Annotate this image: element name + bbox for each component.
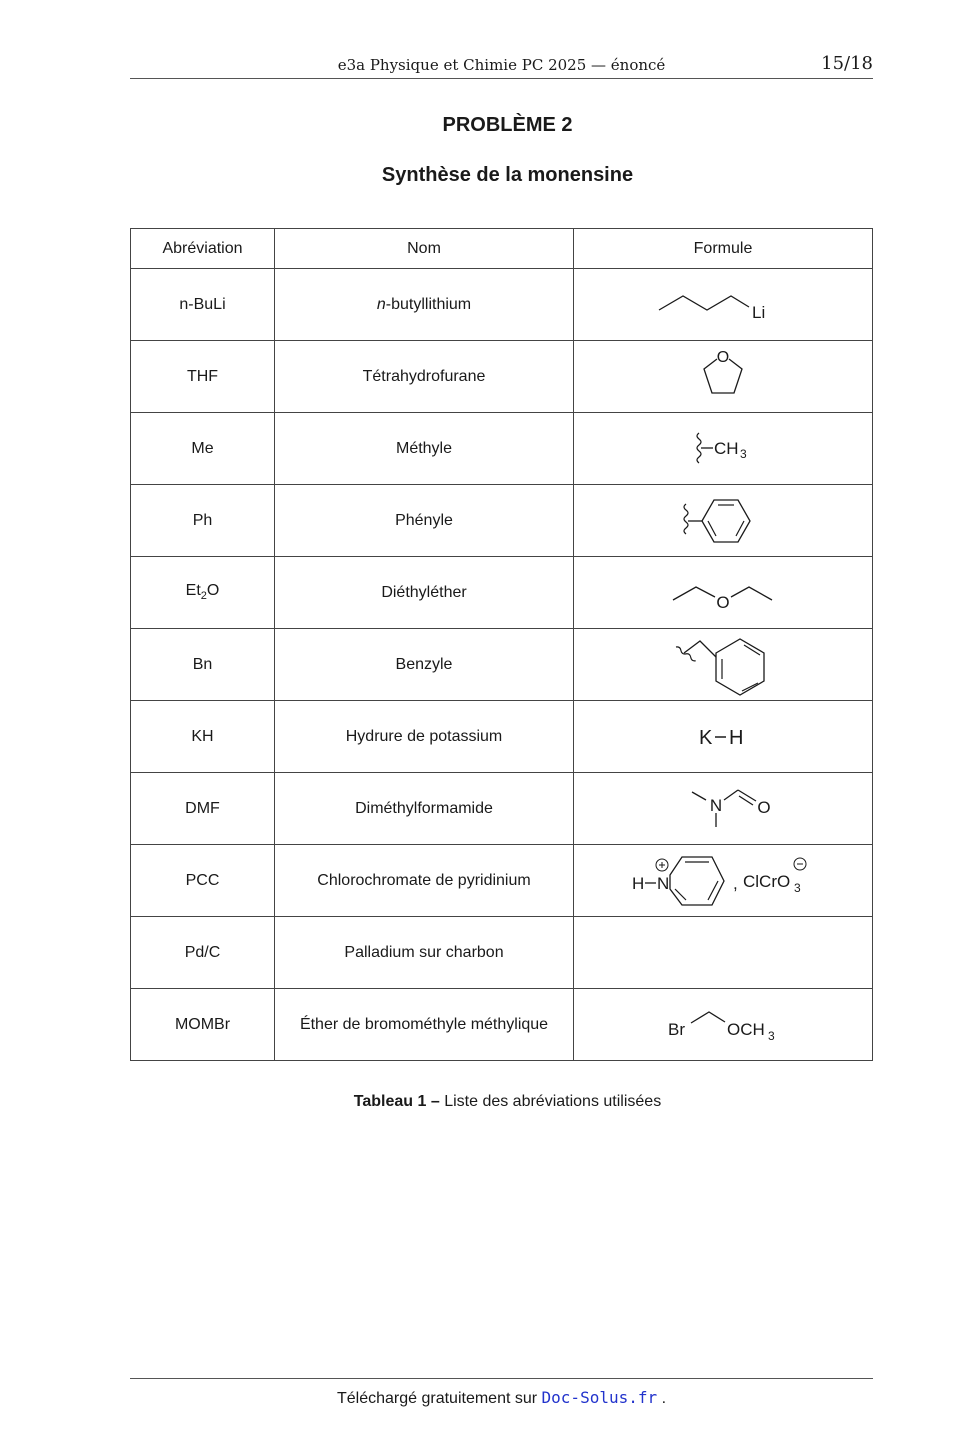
name-cell: Hydrure de potassium bbox=[275, 701, 574, 773]
abbreviation-cell: KH bbox=[131, 701, 275, 773]
abbreviation-cell: THF bbox=[131, 341, 275, 413]
separator-comma: , bbox=[733, 873, 738, 893]
formula-cell bbox=[574, 485, 873, 557]
problem-subtitle: Synthèse de la monensine bbox=[381, 164, 634, 186]
benzyl-structure bbox=[658, 633, 788, 697]
page-footer bbox=[130, 1378, 873, 1407]
table-row bbox=[131, 341, 873, 413]
column-header-abbreviation: Abréviation bbox=[131, 229, 275, 269]
name-cell: Tétrahydrofurane bbox=[275, 341, 574, 413]
atom-label-h: H bbox=[632, 873, 645, 893]
name-text: -butyllithium bbox=[385, 295, 472, 313]
caption-label: Tableau 1 – bbox=[353, 1093, 440, 1110]
table-row bbox=[131, 773, 873, 845]
page-number: 15/18 bbox=[821, 53, 873, 74]
atom-label-o: O bbox=[716, 348, 730, 366]
atom-label-n: N bbox=[657, 873, 670, 893]
atom-label-o: O bbox=[716, 592, 730, 612]
name-cell: Benzyle bbox=[275, 629, 574, 701]
diethyl-ether-structure bbox=[663, 568, 783, 618]
formula-cell bbox=[574, 989, 873, 1061]
formula-cell bbox=[574, 557, 873, 629]
table-header-row bbox=[131, 229, 873, 269]
caption-text: Liste des abréviations utilisées bbox=[439, 1093, 662, 1110]
doc-solus-link[interactable]: Doc-Solus.fr bbox=[541, 1388, 658, 1407]
formula-cell bbox=[574, 629, 873, 701]
page-header bbox=[130, 52, 873, 79]
abbreviation-cell: Pd/C bbox=[131, 917, 275, 989]
subscript-3: 3 bbox=[794, 880, 801, 895]
problem-title: PROBLÈME 2 bbox=[442, 114, 573, 136]
column-header-formula: Formule bbox=[574, 229, 873, 269]
name-cell: Chlorochromate de pyridinium bbox=[275, 845, 574, 917]
thf-structure bbox=[683, 347, 763, 407]
footer-end: . bbox=[657, 1390, 667, 1407]
table-row bbox=[131, 989, 873, 1061]
atom-label-k: K bbox=[699, 726, 713, 749]
abbreviation-cell: Bn bbox=[131, 629, 275, 701]
group-label-ch: CH bbox=[714, 438, 739, 458]
name-cell: Éther de bromométhyle méthylique bbox=[275, 989, 574, 1061]
table-caption bbox=[130, 1093, 885, 1111]
footer-text: Téléchargé gratuitement sur bbox=[336, 1390, 542, 1407]
dmf-structure bbox=[668, 779, 778, 839]
atom-label-o: O bbox=[757, 797, 771, 817]
table-row bbox=[131, 701, 873, 773]
mombr-structure bbox=[658, 1000, 788, 1050]
column-header-name: Nom bbox=[275, 229, 574, 269]
subscript-3: 3 bbox=[768, 1028, 775, 1043]
abbreviation-cell: Me bbox=[131, 413, 275, 485]
subscript-3: 3 bbox=[740, 446, 747, 461]
name-cell: Diéthyléther bbox=[275, 557, 574, 629]
phenyl-structure bbox=[668, 491, 778, 551]
formula-cell bbox=[574, 413, 873, 485]
formula-cell bbox=[574, 845, 873, 917]
formula-cell bbox=[574, 773, 873, 845]
table-row bbox=[131, 629, 873, 701]
pcc-structure bbox=[628, 849, 818, 913]
abbreviation-cell: DMF bbox=[131, 773, 275, 845]
abbreviation-cell: MOMBr bbox=[131, 989, 275, 1061]
name-cell: Phényle bbox=[275, 485, 574, 557]
group-label-och: OCH bbox=[727, 1019, 765, 1039]
methyl-structure bbox=[673, 424, 773, 474]
formula-cell bbox=[574, 701, 873, 773]
formula-cell bbox=[574, 341, 873, 413]
table-row bbox=[131, 845, 873, 917]
name-italic-prefix: n bbox=[376, 295, 386, 313]
table-row bbox=[131, 413, 873, 485]
abbreviation-table bbox=[130, 228, 873, 1061]
table-row bbox=[131, 269, 873, 341]
name-cell: Diméthylformamide bbox=[275, 773, 574, 845]
atom-label-h: H bbox=[729, 726, 744, 749]
formula-cell bbox=[574, 269, 873, 341]
group-label-clcro: ClCrO bbox=[743, 871, 791, 891]
header-title: e3a Physique et Chimie PC 2025 — énoncé bbox=[337, 56, 666, 74]
formula-cell bbox=[574, 917, 873, 989]
atom-label-n: N bbox=[709, 795, 723, 815]
abbreviation-cell: Ph bbox=[131, 485, 275, 557]
atom-label-li: Li bbox=[752, 302, 766, 322]
butyllithium-structure bbox=[648, 280, 798, 330]
table-row bbox=[131, 485, 873, 557]
name-cell: Palladium sur charbon bbox=[275, 917, 574, 989]
abbreviation-cell: n-BuLi bbox=[131, 269, 275, 341]
abbreviation-cell: PCC bbox=[131, 845, 275, 917]
potassium-hydride-structure bbox=[673, 717, 773, 757]
name-cell bbox=[275, 269, 574, 341]
abbreviation-cell: $Et_2O$ bbox=[131, 557, 275, 629]
table-row bbox=[131, 557, 873, 629]
table-row bbox=[131, 917, 873, 989]
name-cell: Méthyle bbox=[275, 413, 574, 485]
atom-label-br: Br bbox=[668, 1019, 685, 1039]
